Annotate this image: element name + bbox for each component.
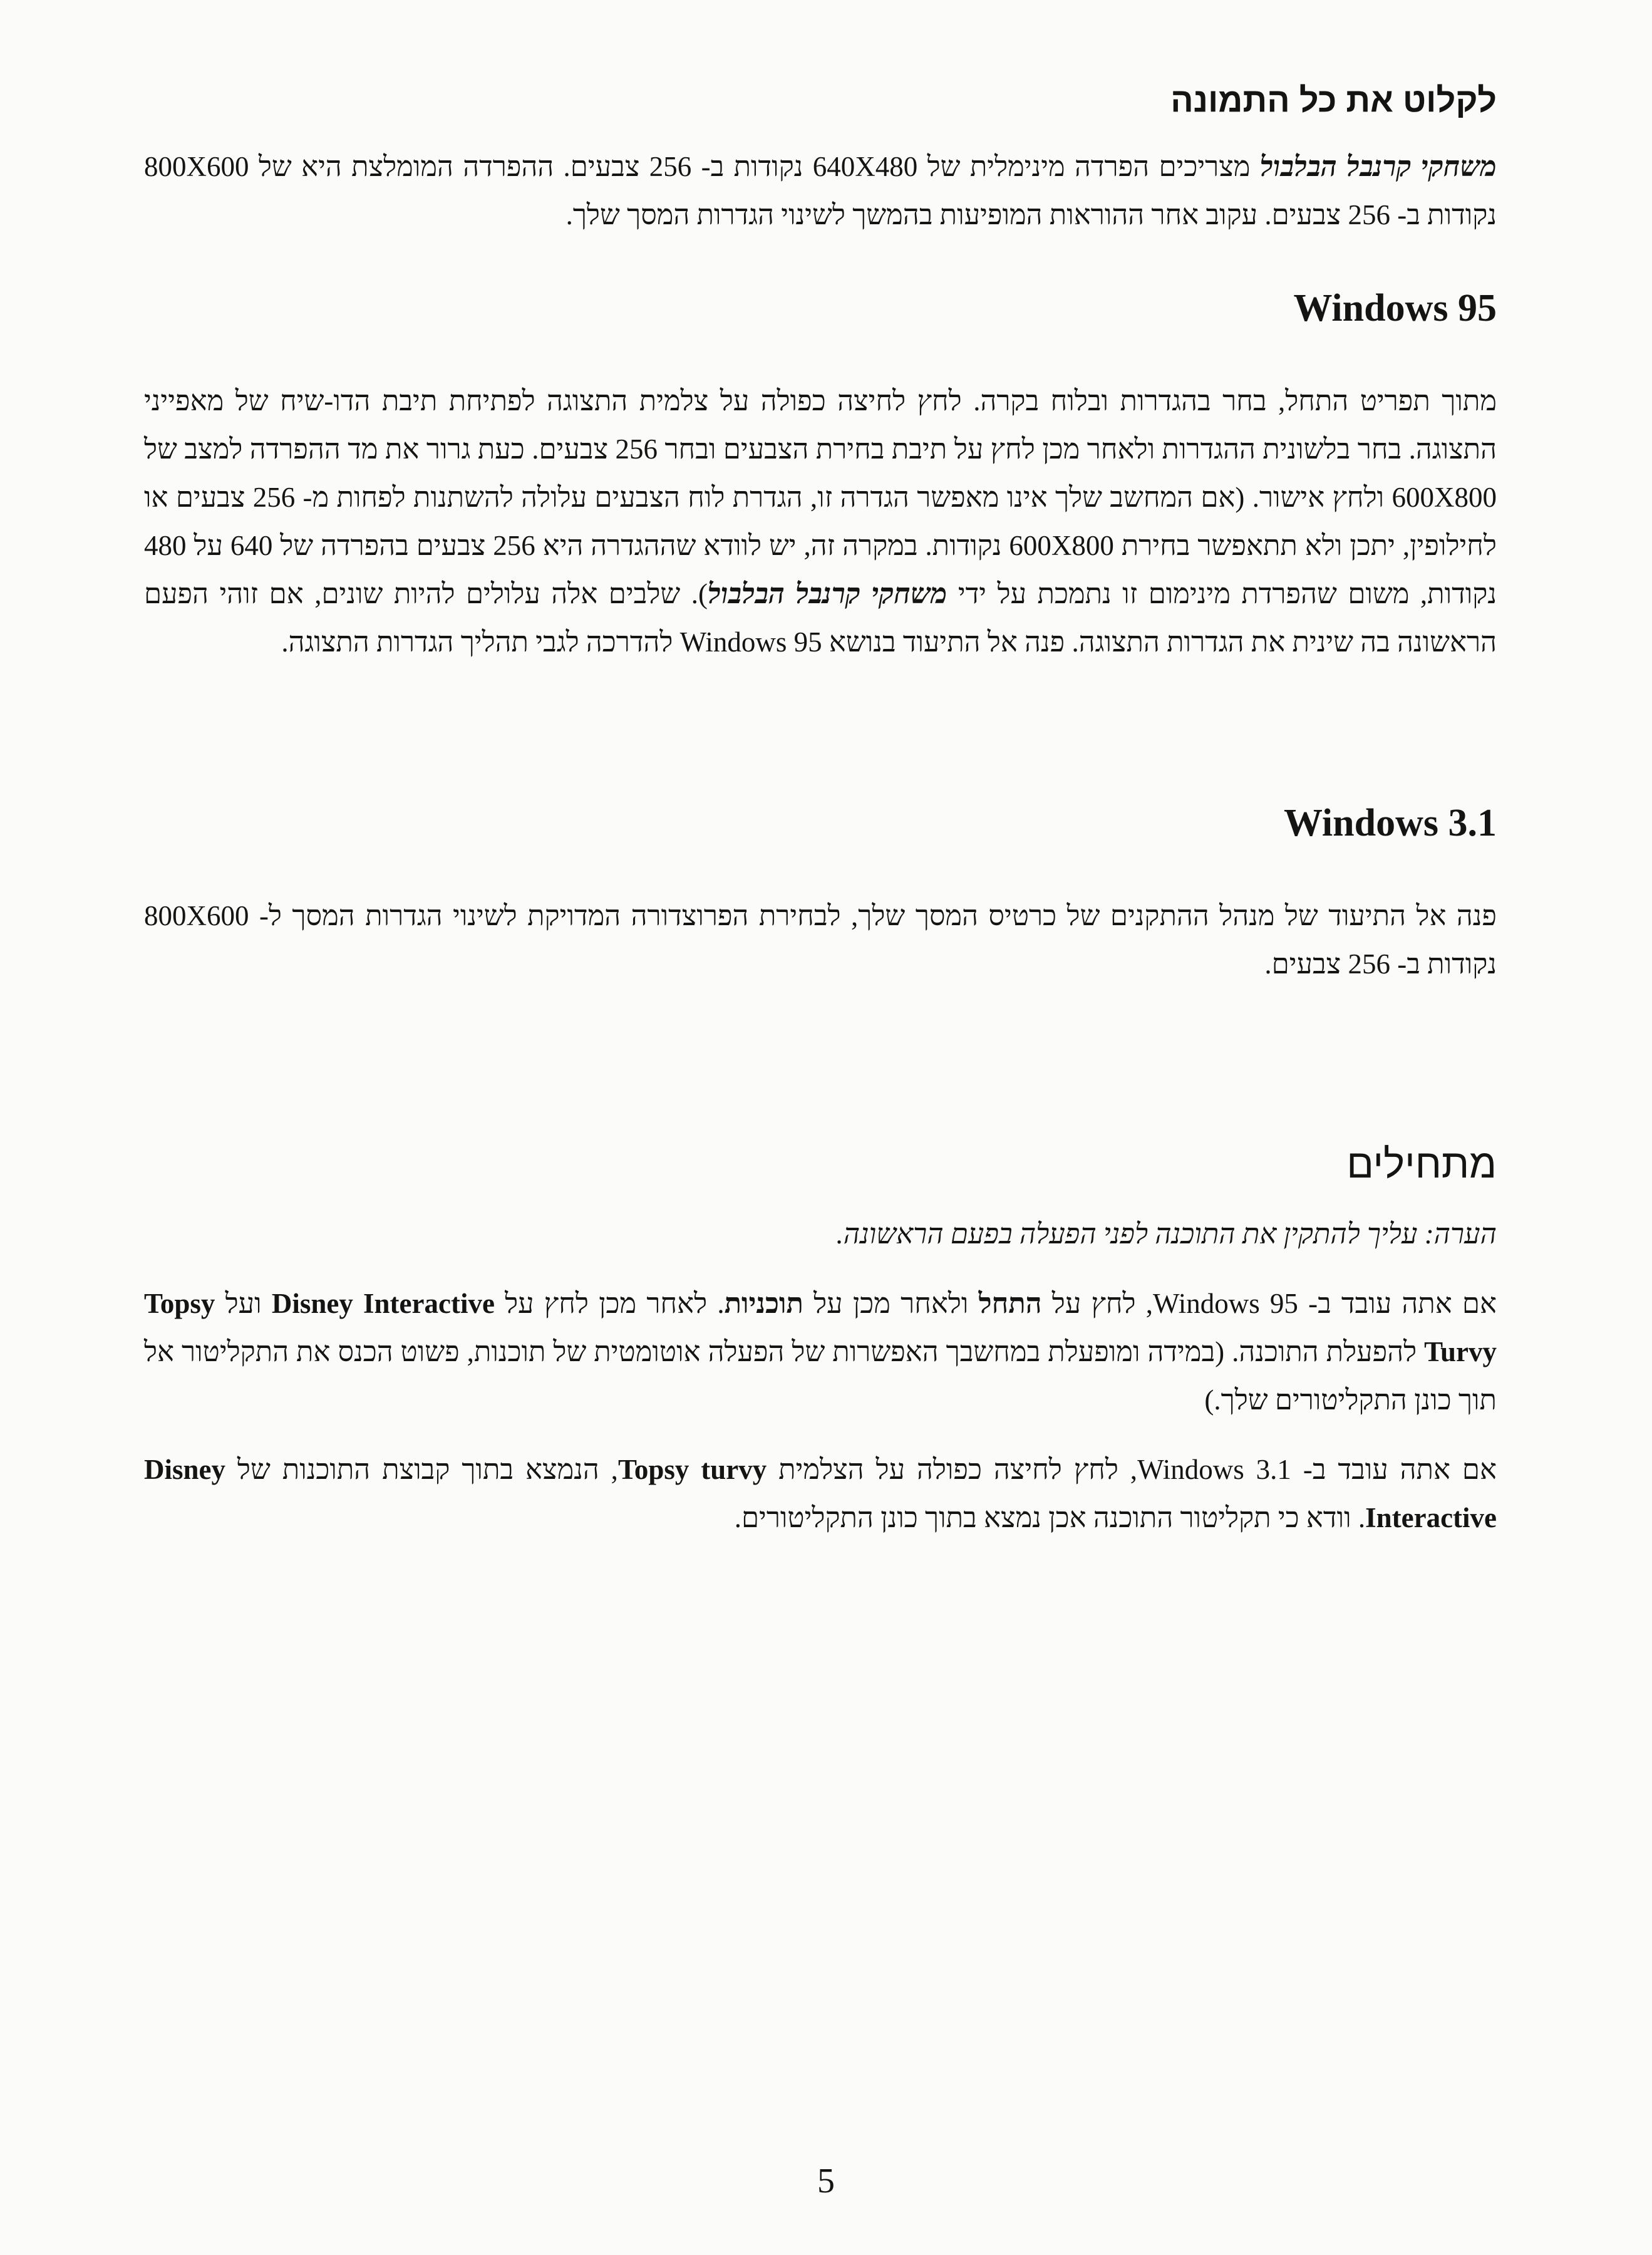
section-title-getting-started: מתחילים — [1346, 1141, 1497, 1186]
paragraph-text: אם אתה עובד ב- Windows 3.1, לחץ לחיצה כפולה על הצלמית — [767, 1454, 1497, 1485]
paragraph-text: . לאחר מכן לחץ על — [494, 1288, 725, 1319]
paragraph-text: מתוך תפריט התחל, בחר בהגדרות ובלוח בקרה. לחץ לחיצה כפולה על צלמית התצוגה לפתיחת תיבת הדו-שיח של מאפייני התצוגה. בחר בלשונית ההגדרות ולאחר מכן לחץ על תיבת בחירת הצבעים ובחר 256 צבעים. כעת גרור את מד ההפרדה למצב של 600X800 ולחץ אישור. (אם המחשב שלך אינו מאפשר הגדרה זו, הגדרת לוח הצבעים עלולה להשתנות לפחות מ- 256 צבעים או לחילופין, יתכן ולא תתאפשר בחירת 600X800 נקודות. במקרה זה, יש לוודא שההגדרה היא 256 צבעים בהפרדה של 640 על 480 נקודות, משום שהפרדת מינימום זו נתמכת על ידי — [144, 385, 1497, 609]
paragraph-text: ). שלבים אלה עלולים להיות שונים, אם זוהי הפעם הראשונה בה שינית את הגדרות התצוגה. פנה אל התיעוד בנושא Windows 95 להדרכה לגבי תהליך הגדרות התצוגה. — [144, 578, 1497, 658]
program-name-label: Topsy Turvy — [144, 1288, 1497, 1367]
section-title-capture: לקלוט את כל התמונה — [1170, 81, 1497, 119]
paragraph-resolution — [144, 143, 1497, 239]
section-windows-95 — [144, 283, 1497, 666]
page-number: 5 — [817, 2162, 835, 2201]
programs-menu-label: תוכניות — [724, 1288, 803, 1319]
product-name-emphasis: משחקי קרנבל הבלבול — [707, 578, 947, 609]
product-name-emphasis: משחקי קרנבל הבלבול — [1259, 151, 1497, 182]
paragraph-windows-31: פנה אל התיעוד של מנהל ההתקנים של כרטיס המסך שלך, לבחירת הפרוצדורה המדויקת לשינוי הגדרות המסך ל- 800X600 נקודות ב- 256 צבעים. — [144, 900, 1497, 980]
paragraph-text: מצריכים הפרדה מינימלית של 640X480 נקודות ב- 256 צבעים. ההפרדה המומלצת היא של 800X600 נקודות ב- 256 צבעים. עקוב אחר ההוראות המופיעות בהמשך לשינוי הגדרות המסך שלך. — [144, 151, 1497, 231]
section-windows-31 — [144, 798, 1497, 988]
section-title-windows-31: Windows 3.1 — [1284, 802, 1497, 844]
section-getting-started — [144, 1139, 1497, 1542]
paragraph-text: להפעלת התוכנה. (במידה ומופעלת במחשבך האפשרות של הפעלה אוטומטית של תוכנות, פשוט הכנס את התקליטור אל תוך כונן התקליטורים שלך.) — [144, 1336, 1497, 1416]
program-icon-label: Topsy turvy — [617, 1454, 767, 1485]
start-menu-label: התחל — [978, 1288, 1042, 1319]
paragraph-start-win95 — [144, 1280, 1497, 1424]
paragraph-text: , הנמצא בתוך קבוצת התוכנות של — [225, 1454, 618, 1485]
paragraph-text: ועל — [215, 1288, 272, 1319]
program-group-label: Disney Interactive — [271, 1288, 495, 1319]
section-capture-picture — [144, 75, 1497, 239]
paragraph-text: . וודא כי תקליטור התוכנה אכן נמצא בתוך כונן התקליטורים. — [734, 1502, 1366, 1533]
section-title-windows-95: Windows 95 — [1293, 287, 1497, 329]
install-note: הערה: עליך להתקין את התוכנה לפני הפעלה בפעם הראשונה. — [836, 1218, 1497, 1250]
paragraph-start-win31 — [144, 1446, 1497, 1542]
manual-page — [144, 75, 1497, 1542]
program-group-label: Disney Interactive — [144, 1454, 1497, 1533]
paragraph-text: אם אתה עובד ב- Windows 95, לחץ על — [1041, 1288, 1497, 1319]
paragraph-text: ולאחר מכן על — [803, 1288, 979, 1319]
paragraph-windows-95 — [144, 377, 1497, 666]
